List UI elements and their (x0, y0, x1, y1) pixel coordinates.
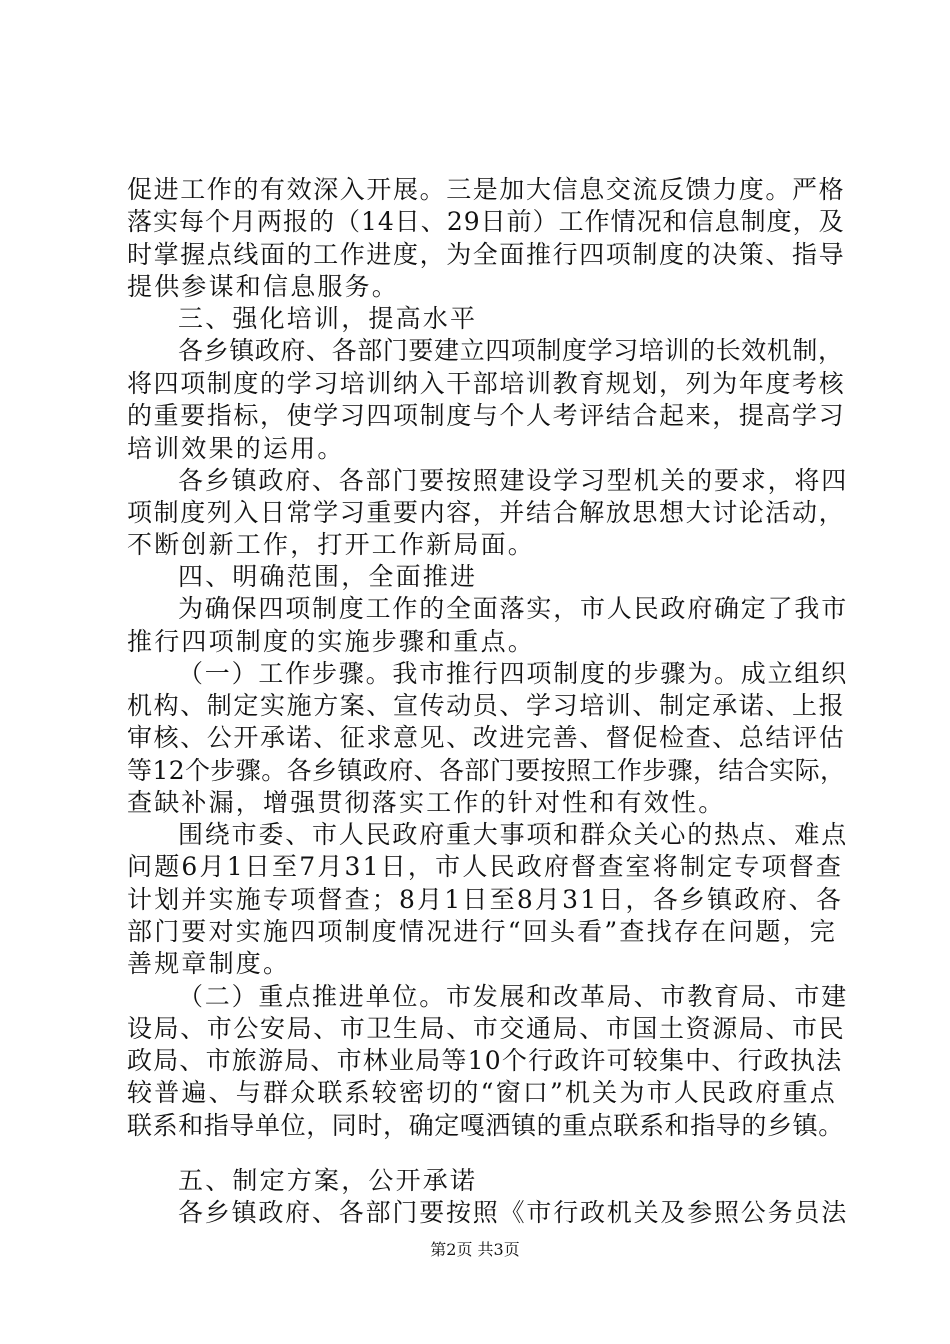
text-line: 培训效果的运用。 (127, 434, 345, 463)
text-line: 设局、市公安局、市卫生局、市交通局、市国土资源局、市民 (127, 1014, 846, 1043)
text-line: （一）工作步骤。我市推行四项制度的步骤为。成立组织 (178, 659, 849, 688)
text-line: 联系和指导单位，同时，确定嘎洒镇的重点联系和指导的乡镇。 (127, 1111, 844, 1140)
text-line: 问题6月1日至7月31日，市人民政府督查室将制定专项督查 (127, 852, 844, 881)
text-line: 将四项制度的学习培训纳入干部培训教育规划，列为年度考核 (127, 369, 846, 398)
text-line: 项制度列入日常学习重要内容，并结合解放思想大讨论活动， (127, 498, 846, 527)
text-line: 各乡镇政府、各部门要按照《市行政机关及参照公务员法 (178, 1198, 849, 1227)
text-line: 善规章制度。 (127, 949, 291, 978)
section-heading: 五、制定方案，公开承诺 (178, 1166, 478, 1195)
text-line: 为确保四项制度工作的全面落实，市人民政府确定了我市 (178, 594, 849, 623)
text-line: （二）重点推进单位。市发展和改革局、市教育局、市建 (178, 982, 849, 1011)
text-line: 机构、制定实施方案、宣传动员、学习培训、制定承诺、上报 (127, 691, 846, 720)
text-line: 各乡镇政府、各部门要按照建设学习型机关的要求，将四 (178, 466, 849, 495)
text-line: 查缺补漏，增强贯彻落实工作的针对性和有效性。 (127, 788, 726, 817)
text-line: 促进工作的有效深入开展。三是加大信息交流反馈力度。严格 (127, 175, 846, 204)
text-line: 审核、公开承诺、征求意见、改进完善、督促检查、总结评估 (127, 723, 846, 752)
text-line: 各乡镇政府、各部门要建立四项制度学习培训的长效机制， (178, 336, 844, 365)
page-number-footer: 第2页 共3页 (430, 1240, 520, 1259)
text-line: 不断创新工作，打开工作新局面。 (127, 530, 536, 559)
text-line: 政局、市旅游局、市林业局等10个行政许可较集中、行政执法 (127, 1046, 843, 1075)
text-line: 提供参谋和信息服务。 (127, 272, 400, 301)
text-line: 围绕市委、市人民政府重大事项和群众关心的热点、难点 (178, 820, 849, 849)
text-line: 较普遍、与群众联系较密切的“窗口”机关为市人民政府重点 (127, 1078, 837, 1107)
text-line: 计划并实施专项督查；8月1日至8月31日，各乡镇政府、各 (127, 885, 844, 914)
text-line: 等12个步骤。各乡镇政府、各部门要按照工作步骤，结合实际， (127, 756, 846, 785)
text-line: 部门要对实施四项制度情况进行“回头看”查找存在问题，完 (127, 917, 837, 946)
section-heading: 三、强化培训，提高水平 (178, 304, 478, 333)
section-heading: 四、明确范围，全面推进 (178, 562, 478, 591)
text-line: 推行四项制度的实施步骤和重点。 (127, 627, 536, 656)
text-line: 时掌握点线面的工作进度，为全面推行四项制度的决策、指导 (127, 240, 846, 269)
text-line: 的重要指标，使学习四项制度与个人考评结合起来，提高学习 (127, 401, 846, 430)
text-line: 落实每个月两报的（14日、29日前）工作情况和信息制度，及 (127, 207, 845, 236)
